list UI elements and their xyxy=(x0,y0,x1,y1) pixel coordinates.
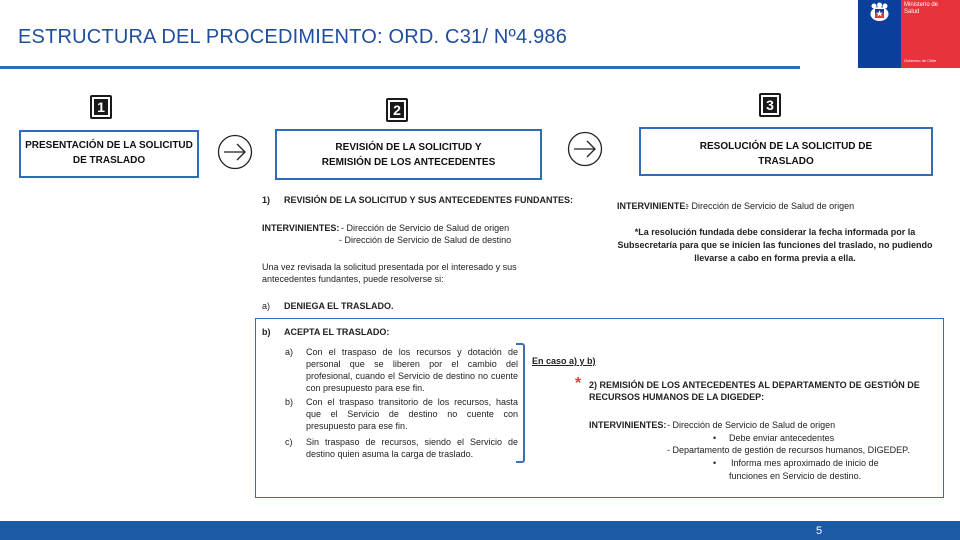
remision-interviniente-2: - Departamento de gestión de recursos humanos, DIGEDEP. xyxy=(667,445,910,455)
revision-heading: REVISIÓN DE LA SOLICITUD Y SUS ANTECEDENTES FUNDANTES: xyxy=(284,195,574,205)
remision-heading-1: 2) REMISIÓN DE LOS ANTECEDENTES AL DEPARTAMENTO DE GESTIÓN DE xyxy=(589,380,920,390)
remision-intervinientes-label: INTERVINIENTES: xyxy=(589,420,667,430)
step-2-line2: REMISIÓN DE LOS ANTECEDENTES xyxy=(321,157,496,168)
step-1-line2: DE TRASLADO xyxy=(72,155,146,166)
page-title: ESTRUCTURA DEL PROCEDIMIENTO: ORD. C31/ Nº4.986 xyxy=(18,26,568,48)
revision-interviniente-2: - Dirección de Servicio de Salud de destino xyxy=(339,235,512,245)
sub-item-c-label: c) xyxy=(285,437,293,447)
remision-bullet-2-line1: Informa mes aproximado de inicio de xyxy=(731,458,879,468)
logo-subtitle: Gobierno de Chile xyxy=(904,58,937,63)
resolucion-note-2: Subsecretaría para que se inicien las funciones del traslado, no pudiendo xyxy=(617,240,933,250)
step-3-box xyxy=(639,127,933,176)
remision-heading-2: RECURSOS HUMANOS DE LA DIGEDEP: xyxy=(589,392,765,402)
sub-item-a-text: Con el traspaso de los recursos y dotación de personal que se liberen por el cambio del profesional, cuando el Servicio de destino no cuente con presupuesto para ese fin. xyxy=(306,347,518,393)
sub-item-a-label: a) xyxy=(285,347,294,357)
case-label: En caso a) y b) xyxy=(532,356,596,366)
option-b-text: ACEPTA EL TRASLADO: xyxy=(284,327,390,337)
cases-bracket xyxy=(516,343,525,463)
logo-blue-panel xyxy=(858,0,901,68)
revision-intervinientes-label: INTERVINIENTES: xyxy=(262,223,340,233)
sub-item-b-label: b) xyxy=(285,397,294,407)
remision-interviniente-1: - Dirección de Servicio de Salud de origen xyxy=(667,420,836,430)
option-a-text: DENIEGA EL TRASLADO. xyxy=(284,301,394,311)
resolucion-note-3: llevarse a cabo en forma previa a ella. xyxy=(694,253,856,263)
step-1-number-icon: 1 xyxy=(90,95,112,119)
step-2-box xyxy=(275,129,542,180)
step-3-line1: RESOLUCIÓN DE LA SOLICITUD DE xyxy=(699,141,873,152)
title-underline xyxy=(0,66,800,69)
remision-bullet-1: Debe enviar antecedentes xyxy=(729,433,835,443)
resolucion-intervinientes-label: INTERVINIENTE: xyxy=(617,201,689,211)
circled-right-arrow-icon xyxy=(567,131,603,167)
revision-item-number: 1) xyxy=(262,195,271,205)
revision-intro-2: antecedentes fundantes, puede resolverse si: xyxy=(262,274,444,284)
step-2-number-icon: 2 xyxy=(386,98,408,122)
bullet-1-icon: • xyxy=(713,433,717,443)
page-number: 5 xyxy=(816,525,823,537)
step-3-line2: TRASLADO xyxy=(758,156,814,167)
coat-of-arms-icon xyxy=(863,2,896,24)
asterisk-marker: * xyxy=(575,375,582,392)
circled-right-arrow-icon xyxy=(217,134,253,170)
step-2-line1: REVISIÓN DE LA SOLICITUD Y xyxy=(335,142,482,153)
remision-bullet-2-line2: funciones en Servicio de destino. xyxy=(729,471,862,481)
revision-interviniente-1: - Dirección de Servicio de Salud de origen xyxy=(341,223,510,233)
resolucion-note-1: *La resolución fundada debe considerar la fecha informada por la xyxy=(634,227,916,237)
bullet-2-icon: • xyxy=(713,458,717,468)
step-1-box xyxy=(19,130,199,178)
step-3-number-icon: 3 xyxy=(759,93,781,117)
option-b-label: b) xyxy=(262,327,271,337)
sub-item-c-text: Sin traspaso de recursos, siendo el Servicio de destino quien asuma la carga de traslado. xyxy=(306,437,518,459)
ministry-logo xyxy=(858,0,960,68)
logo-text: Ministerio de Salud xyxy=(904,2,939,15)
sub-item-b-text: Con el traspaso transitorio de los recursos, hasta que el Servicio de destino no cuente con presupuesto para ese fin. xyxy=(306,397,518,431)
step-1-line1: PRESENTACIÓN DE LA SOLICITUD xyxy=(25,140,193,151)
revision-intro-1: Una vez revisada la solicitud presentada por el interesado y sus xyxy=(262,262,517,272)
logo-red-panel xyxy=(901,0,960,68)
option-a-label: a) xyxy=(262,301,271,311)
resolucion-interviniente: - Dirección de Servicio de Salud de origen xyxy=(686,201,855,211)
